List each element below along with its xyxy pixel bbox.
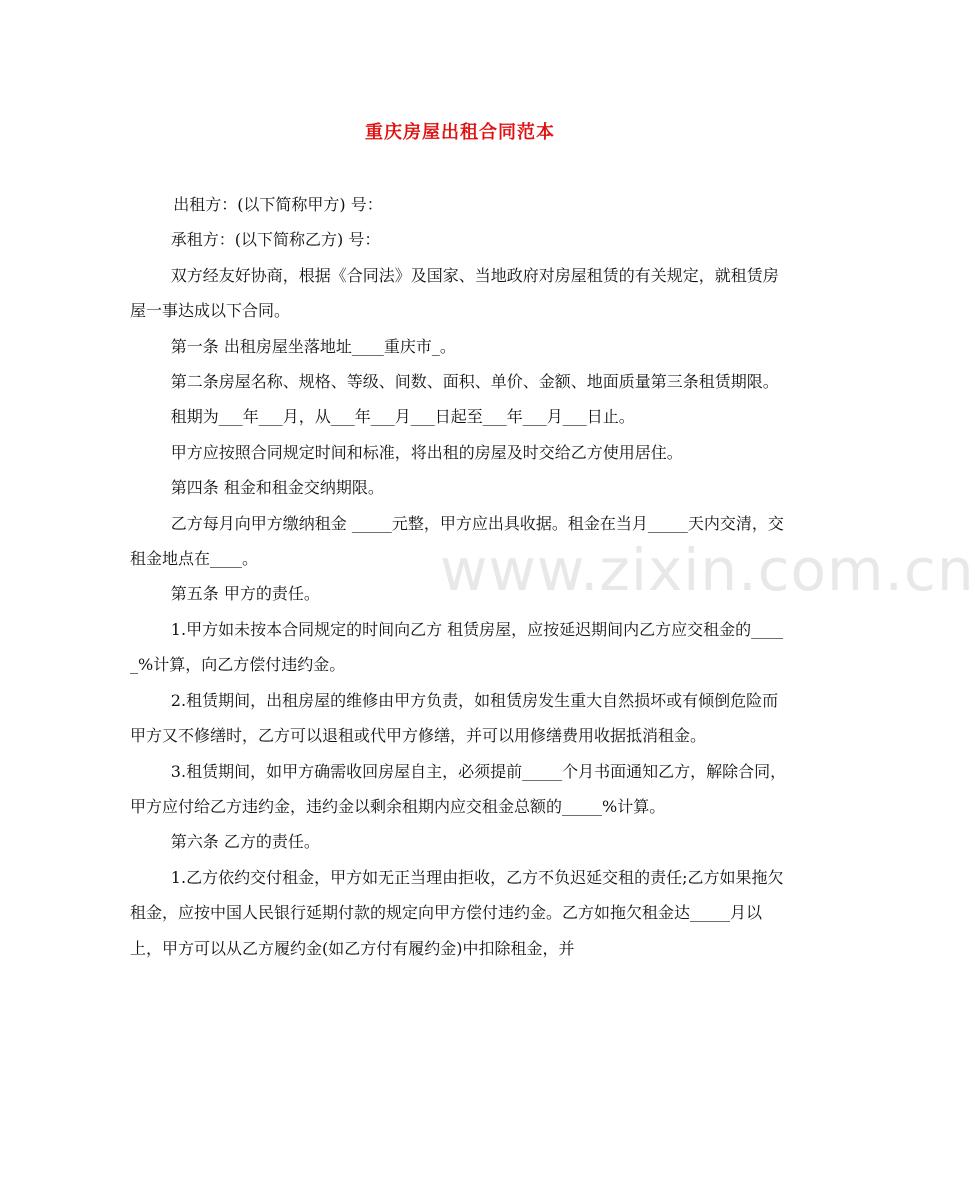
paragraph-lessor-duty-3: 3.租赁期间，如甲方确需收回房屋自主，必须提前_____个月书面通知乙方，解除合同，甲方应付给乙方违约金，违约金以剩余租期内应交租金总额的_____%计算。 bbox=[130, 761, 787, 816]
paragraph-lessor-duty-1: 1.甲方如未按本合同规定的时间向乙方 租赁房屋，应按延迟期间内乙方应交租金的_____%计算，向乙方偿付违约金。 bbox=[130, 619, 784, 675]
paragraph-article-1: 第一条 出租房屋坐落地址____重庆市_。 bbox=[170, 336, 456, 356]
document-body bbox=[130, 187, 790, 966]
paragraph-preamble: 双方经友好协商，根据《合同法》及国家、当地政府对房屋租赁的有关规定，就租赁房屋一事达成以下合同。 bbox=[130, 265, 779, 321]
paragraph-article-2: 第二条房屋名称、规格、等级、间数、面积、单价、金额、地面质量第三条租赁期限。 bbox=[170, 372, 779, 392]
paragraph-lessor-duty-2: 2.租赁期间，出租房屋的维修由甲方负责，如租赁房发生重大自然损坏或有倾倒危险而甲方又不修缮时，乙方可以退租或代甲方修缮，并可以用修缮费用收据抵消租金。 bbox=[130, 690, 779, 746]
paragraph-article-5: 第五条 甲方的责任。 bbox=[170, 584, 320, 604]
paragraph-lessee: 承租方：(以下简称乙方) 号： bbox=[170, 230, 381, 250]
paragraph-rent-payment: 乙方每月向甲方缴纳租金 _____元整，甲方应出具收据。租金在当月_____天内交清，交租金地点在____。 bbox=[130, 513, 784, 569]
paragraph-delivery: 甲方应按照合同规定时间和标准，将出租的房屋及时交给乙方使用居住。 bbox=[170, 442, 683, 462]
paragraph-article-4: 第四条 租金和租金交纳期限。 bbox=[170, 478, 384, 498]
paragraph-lessee-duty-1: 1.乙方依约交付租金，甲方如无正当理由拒收，乙方不负迟延交租的责任;乙方如果拖欠租金，应按中国人民银行延期付款的规定向甲方偿付违约金。乙方如拖欠租金达_____月以上，甲方可以从乙方履约金(如乙方付有履约金)中扣除租金，并 bbox=[130, 867, 784, 958]
paragraph-lease-term: 租期为___年___月，从___年___月___日起至___年___月___日止。 bbox=[170, 407, 635, 427]
paragraph-article-6: 第六条 乙方的责任。 bbox=[170, 832, 320, 852]
watermark-text: www.zixin.com.cn bbox=[440, 536, 975, 604]
document-title: 重庆房屋出租合同范本 bbox=[365, 122, 555, 143]
paragraph-lessor: 出租方：(以下简称甲方) 号： bbox=[173, 195, 383, 214]
